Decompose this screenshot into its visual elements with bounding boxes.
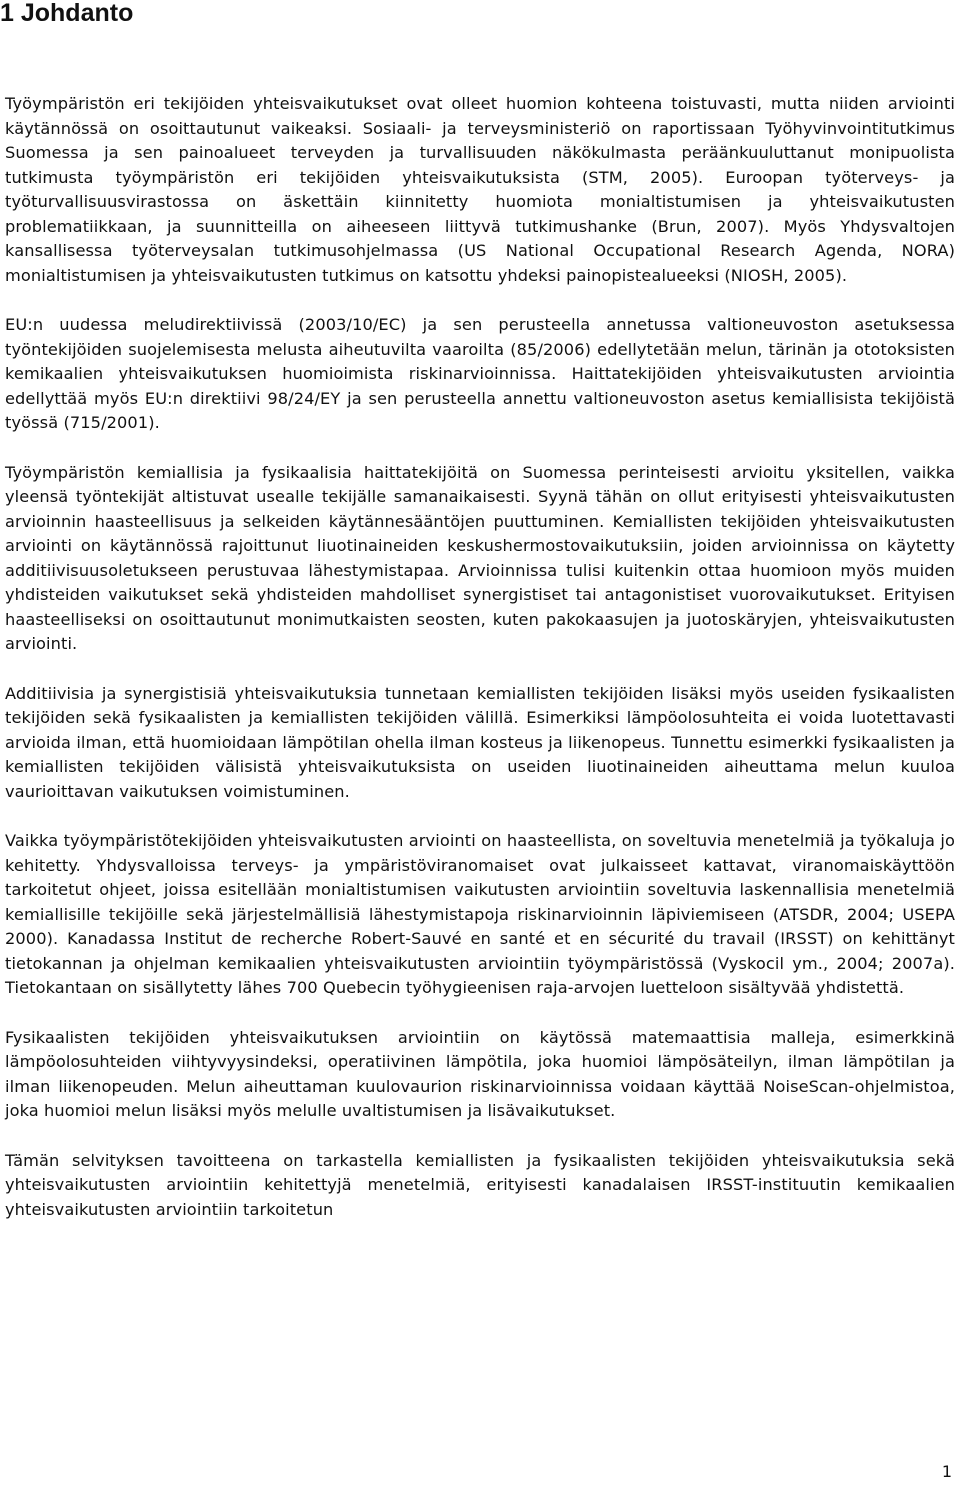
paragraph-7: Tämän selvityksen tavoitteena on tarkastella kemiallisten ja fysikaalisten tekijöiden yhteisvaikutuksia sekä yhteisvaikutusten arviointiin kehitettyjä menetelmiä, erityisesti kanadalaisen IRSST-instituutin kemikaalien yhteisvaikutusten arviointiin tarkoitetun [5, 1150, 955, 1219]
chapter-title: 1 Johdanto [0, 0, 134, 27]
paragraph-5: Vaikka työympäristötekijöiden yhteisvaikutusten arviointi on haasteellista, on soveltuvia menetelmiä ja työkaluja jo kehitetty. Yhdysvalloissa terveys- ja ympäristöviranomaiset ovat julkaisseet kattavat, viranomaiskäyttöön tarkoitetut ohjeet, joissa esitellään monialtistumisen vaikutusten arviointiin soveltuvia laskennallisia menetelmiä kemiallisille tekijöille sekä järjestelmällisiä lähestymistapoja riskinarvioinnin läpiviemiseen (ATSDR, 2004; USEPA 2000). Kanadassa Institut de recherche Robert-Sauvé en santé et en sécurité du travail (IRSST) on kehittänyt tietokannan ja ohjelman kemikaalien yhteisvaikutusten arviointiin työympäristössä (Vyskocil ym., 2004; 2007a). Tietokantaan on sisällytetty lähes 700 Quebecin työhygieenisen raja-arvojen luetteloon sisältyvää yhdistettä. [5, 831, 955, 997]
page-number: 1 [941, 1462, 952, 1481]
paragraph-6: Fysikaalisten tekijöiden yhteisvaikutuksen arviointiin on käytössä matemaattisia malleja, esimerkkinä lämpöolosuhteiden viihtyvyysindeksi, operatiivinen lämpötila, joka huomioi lämpösäteilyn, ilman lämpötilan ja ilman liikenopeuden. Melun aiheuttaman kuulovaurion riskinarvioinnissa voidaan käyttää NoiseScan-ohjelmistoa, joka huomioi melun lisäksi myös melulle uvaltistumisen ja lisävaikutukset. [5, 1027, 955, 1120]
paragraph-3: Työympäristön kemiallisia ja fysikaalisia haittatekijöitä on Suomessa perinteisesti arvioitu yksitellen, vaikka yleensä työntekijät altistuvat usealle tekijälle samanaikaisesti. Syynä tähän on ollut erityisesti yhteisvaikutusten arvioinnin haasteellisuus ja selkeiden käytännesääntöjen puuttuminen. Kemiallisten tekijöiden yhteisvaikutusten arviointi on käytännössä rajoittunut liuotinaineiden keskushermostovaikutuksiin, joiden arvioinnissa on käytetty additiivisuusoletukseen perustuvaa lähestymistapaa. Arvioinnissa tulisi kuitenkin ottaa huomioon myös muiden yhdisteiden vaikutukset sekä yhdisteiden mahdolliset synergistiset tai antagonistiset vuorovaikutukset. Erityisen haasteelliseksi on osoittautunut monimutkaisten seosten, kuten pakokaasujen ja juotoskäryjen, yhteisvaikutusten arviointi. [5, 462, 955, 653]
paragraph-2: EU:n uudessa meludirektiivissä (2003/10/EC) ja sen perusteella annetussa valtioneuvoston asetuksessa työntekijöiden suojelemisesta melusta aiheutuvilta vaaroilta (85/2006) edellytetään melun, tärinän ja ototoksisten kemikaalien yhteisvaikutuksen huomioimista riskinarvioinnissa. Haittatekijöiden yhteisvaikutusten arviointia edellyttää myös EU:n direktiivi 98/24/EY ja sen perusteella annettu valtioneuvoston asetus kemiallisista tekijöistä työssä (715/2001). [5, 315, 955, 432]
paragraph-1: Työympäristön eri tekijöiden yhteisvaikutukset ovat olleet huomion kohteena toistuvasti, mutta niiden arviointi käytännössä on osoittautunut vaikeaksi. Sosiaali- ja terveysministeriö on raportissaan Työhyvinvointitutkimus Suomessa ja sen painoalueet terveyden ja turvallisuuden näkökulmasta peräänkuuluttanut monipuolista tutkimusta työympäristön eri tekijöiden yhteisvaikutuksista (STM, 2005). Euroopan työterveys- ja työturvallisuusvirastossa on äskettäin kiinnitetty huomiota monialtistumisen ja yhteisvaikutusten problematiikkaan, ja suunnitteilla on aiheeseen liittyvä tutkimushanke (Brun, 2007). Myös Yhdysvaltojen kansallisessa työterveysalan tutkimusohjelmassa (US National Occupational Research Agenda, NORA) monialtistumisen ja yhteisvaikutusten tutkimus on katsottu yhdeksi painopistealueeksi (NIOSH, 2005). [5, 94, 955, 285]
body-text [5, 92, 955, 1247]
paragraph-4: Additiivisia ja synergistisiä yhteisvaikutuksia tunnetaan kemiallisten tekijöiden lisäksi myös useiden fysikaalisten tekijöiden sekä fysikaalisten ja kemiallisten tekijöiden välillä. Esimerkiksi lämpöolosuhteita ei voida luotettavasti arvioida ilman, että huomioidaan lämpötilan ohella ilman kosteus ja liikenopeus. Tunnettu esimerkki fysikaalisten ja kemiallisten tekijöiden välisistä yhteisvaikutuksista on useiden liuotinaineiden aiheuttama melun kuuloa vaurioittavan vaikutuksen voimistuminen. [5, 683, 955, 801]
